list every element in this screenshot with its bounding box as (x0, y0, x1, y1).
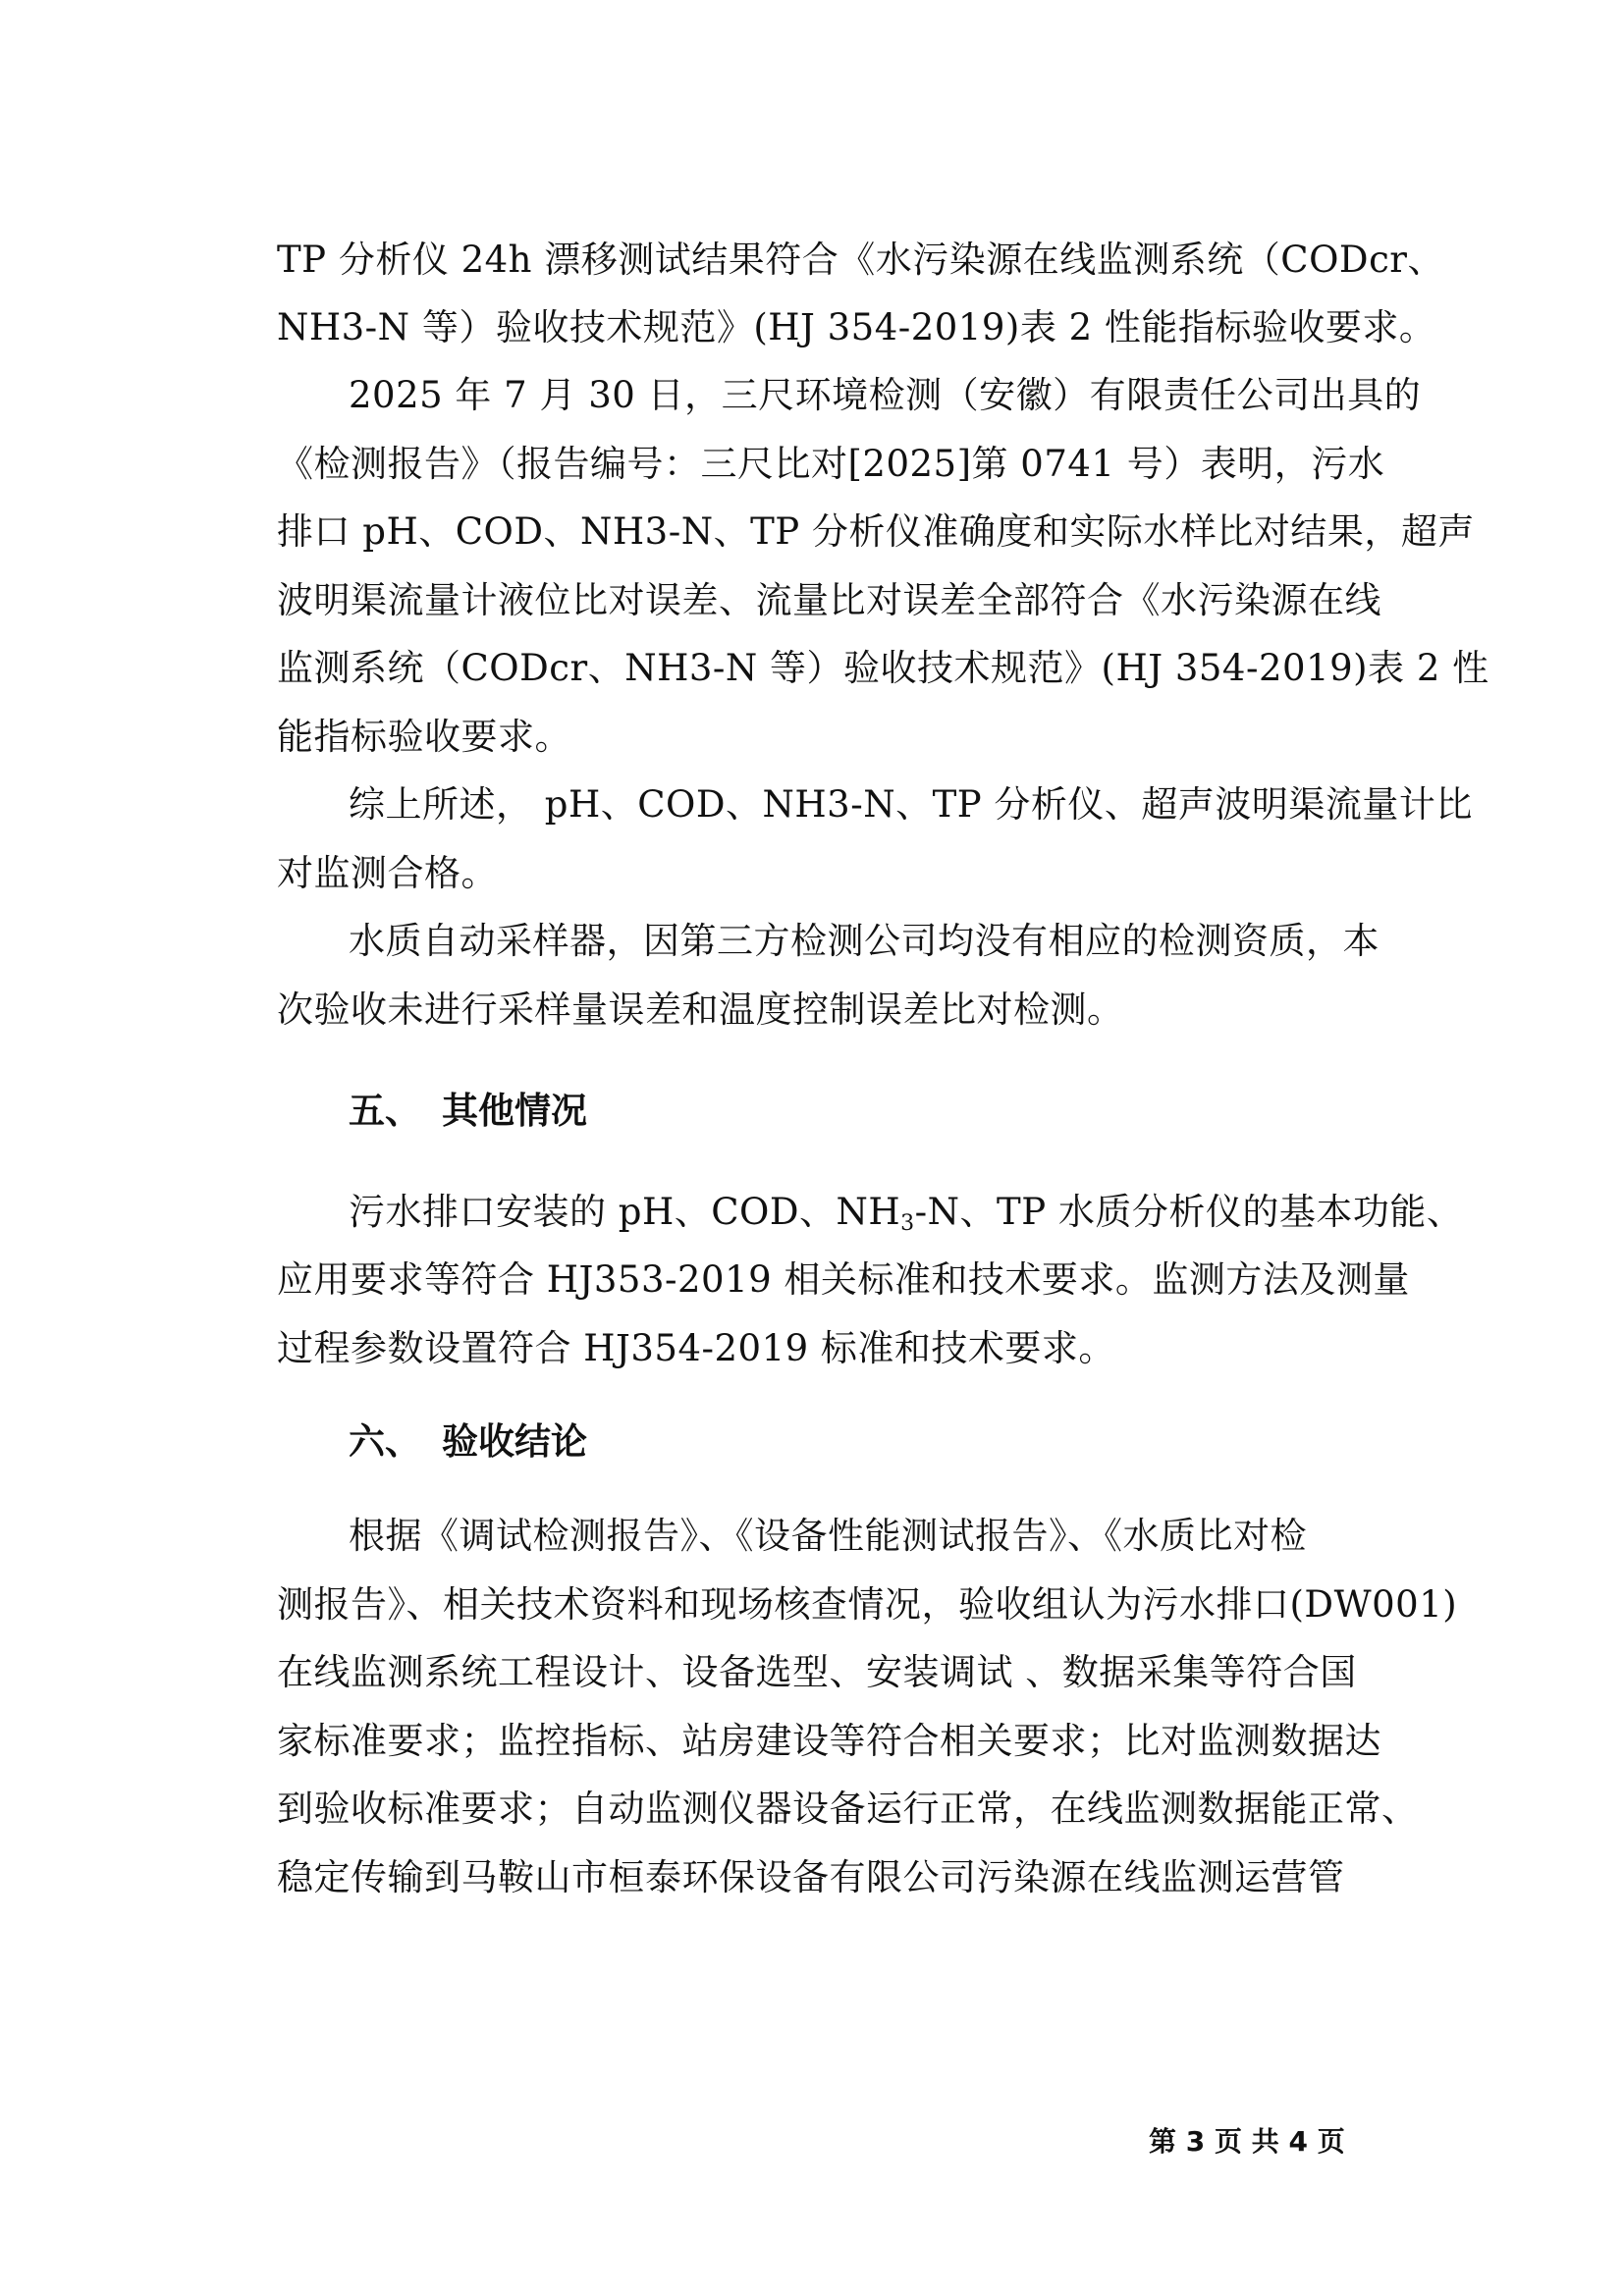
section-5-number: 五、 (349, 1090, 421, 1132)
section-5-line-1-subscript: 3 (900, 1211, 915, 1236)
section-6-line-2: 测报告》、相关技术资料和现场核查情况，验收组认为污水排口(DW001) (277, 1583, 1458, 1626)
paragraph-4-line-2: 次验收未进行采样量误差和温度控制误差比对检测。 (277, 988, 1124, 1031)
section-6-line-5: 到验收标准要求；自动监测仪器设备运行正常，在线监测数据能正常、 (277, 1788, 1419, 1830)
section-5-line-2: 应用要求等符合 HJ353-2019 相关标准和技术要求。监测方法及测量 (277, 1258, 1410, 1301)
section-5-line-1-part-b: -N、TP 水质分析仪的基本功能、 (914, 1191, 1464, 1233)
paragraph-1-line-1: TP 分析仪 24h 漂移测试结果符合《水污染源在线监测系统（CODcr、 (277, 239, 1444, 281)
section-6-line-3: 在线监测系统工程设计、设备选型、安装调试 、数据采集等符合国 (277, 1651, 1357, 1693)
paragraph-2-line-5: 监测系统（CODcr、NH3-N 等）验收技术规范》(HJ 354-2019)表 2 性 (277, 647, 1489, 689)
section-6-title: 验收结论 (442, 1420, 587, 1463)
section-6-heading (349, 1418, 587, 1466)
paragraph-1-line-2: NH3-N 等）验收技术规范》(HJ 354-2019)表 2 性能指标验收要求。 (277, 306, 1436, 348)
section-5-line-1 (349, 1189, 1464, 1236)
section-6-line-4: 家标准要求；监控指标、站房建设等符合相关要求；比对监测数据达 (277, 1720, 1381, 1762)
paragraph-4-line-1: 水质自动采样器，因第三方检测公司均没有相应的检测资质，本 (349, 920, 1380, 962)
section-6-line-6: 稳定传输到马鞍山市桓泰环保设备有限公司污染源在线监测运营管 (277, 1856, 1345, 1898)
section-5-line-1-part-a: 污水排口安装的 pH、COD、NH (349, 1191, 901, 1233)
section-6-line-1: 根据《调试检测报告》、《设备性能测试报告》、《水质比对检 (349, 1515, 1307, 1557)
page-number-footer: 第 3 页 共 4 页 (1149, 2125, 1345, 2158)
paragraph-2-line-2: 《检测报告》（报告编号：三尺比对[2025]第 0741 号）表明，污水 (277, 443, 1385, 485)
paragraph-3-line-2: 对监测合格。 (277, 852, 498, 894)
paragraph-2-line-6: 能指标验收要求。 (277, 716, 571, 758)
paragraph-2-line-4: 波明渠流量计液位比对误差、流量比对误差全部符合《水污染源在线 (277, 579, 1381, 621)
paragraph-2-line-1: 2025 年 7 月 30 日，三尺环境检测（安徽）有限责任公司出具的 (349, 374, 1422, 416)
section-5-heading (349, 1088, 587, 1135)
section-6-number: 六、 (349, 1420, 421, 1463)
section-5-title: 其他情况 (442, 1090, 587, 1132)
section-5-line-3: 过程参数设置符合 HJ354-2019 标准和技术要求。 (277, 1327, 1115, 1369)
paragraph-3-line-1: 综上所述， pH、COD、NH3-N、TP 分析仪、超声波明渠流量计比 (349, 783, 1473, 826)
paragraph-2-line-3: 排口 pH、COD、NH3-N、TP 分析仪准确度和实际水样比对结果，超声 (277, 510, 1475, 553)
